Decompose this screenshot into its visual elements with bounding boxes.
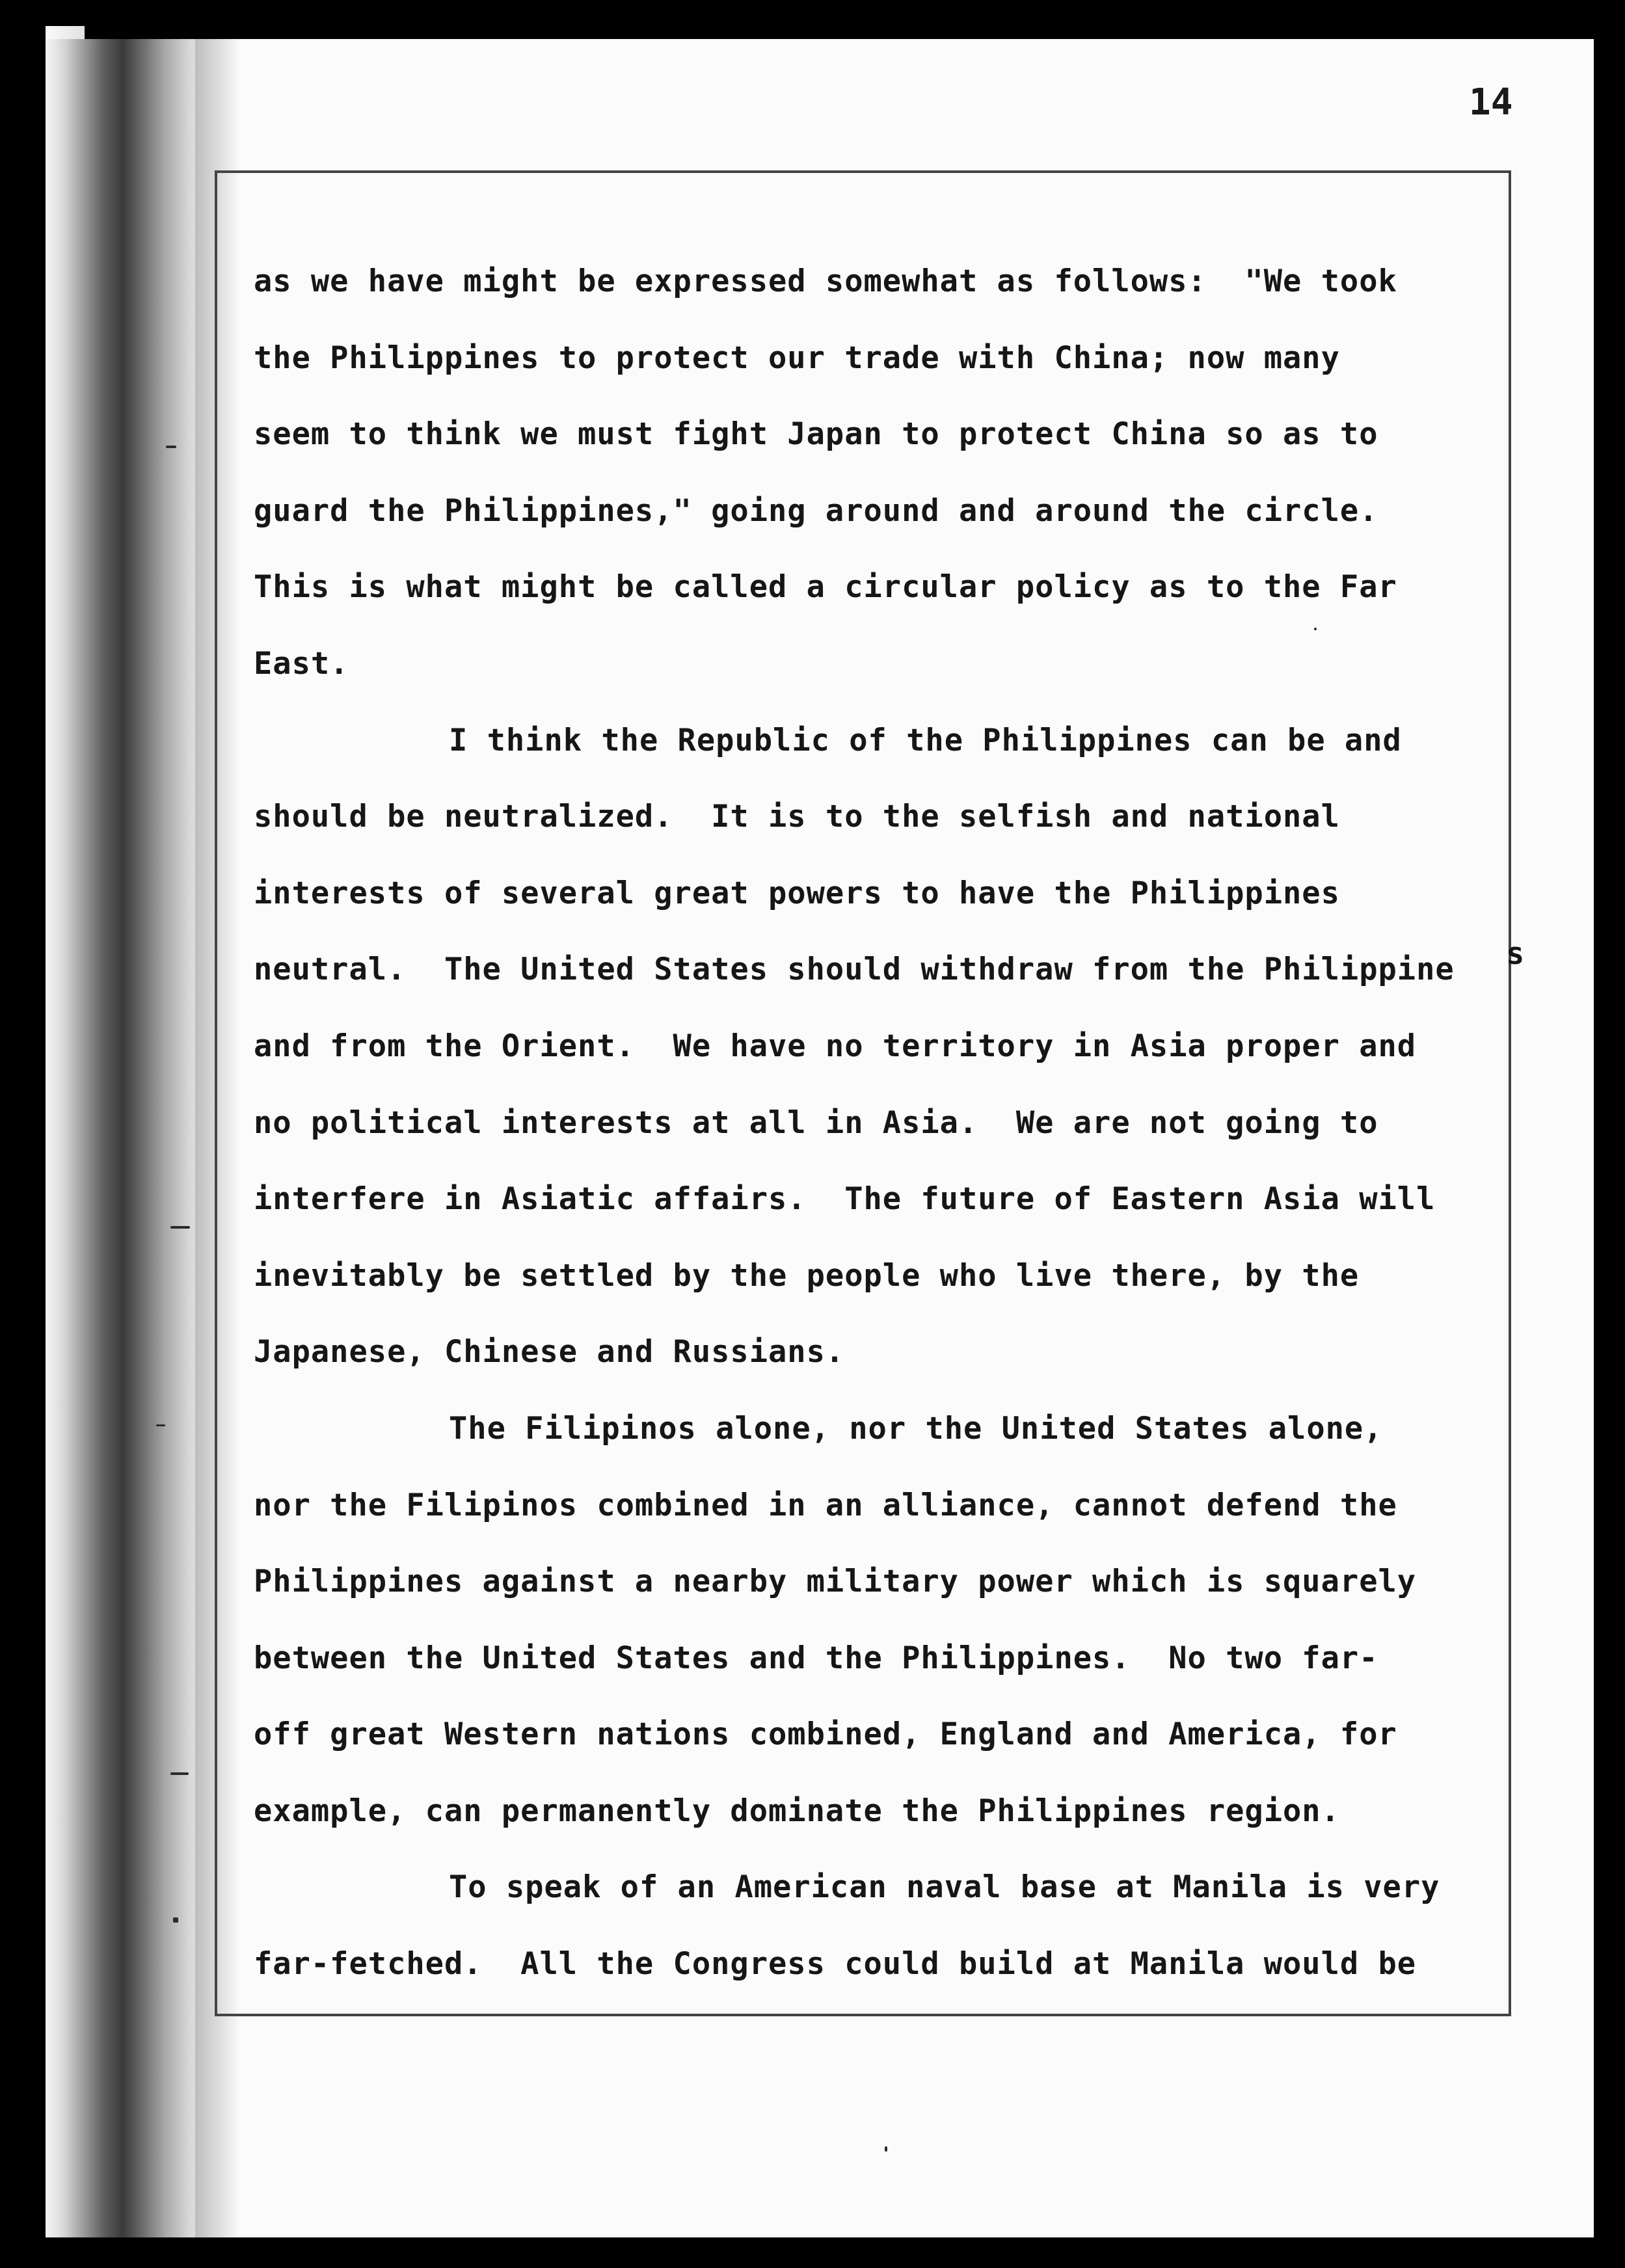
speck [156, 1424, 165, 1426]
text-line: and from the Orient. We have no territory in Asia proper and [254, 1028, 1417, 1064]
speck [173, 1917, 178, 1923]
text-line: no political interests at all in Asia. We are not going to [254, 1104, 1378, 1141]
text-line: interests of several great powers to have the Philippines [254, 875, 1340, 911]
text-line: This is what might be called a circular policy as to the Far [254, 569, 1397, 606]
text-line: should be neutralized. It is to the selfish and national [254, 799, 1340, 835]
text-line: guard the Philippines," going around and around the circle. [254, 492, 1378, 529]
text-line: nor the Filipinos combined in an alliance, cannot defend the [254, 1487, 1397, 1523]
speck [170, 1226, 190, 1229]
text-line: inevitably be settled by the people who live there, by the [254, 1257, 1360, 1294]
speck [885, 2146, 887, 2152]
speck [1314, 628, 1317, 630]
text-line: interfere in Asiatic affairs. The future of Eastern Asia will [254, 1181, 1436, 1218]
text-line: neutral. The United States should withdraw from the Philippine [254, 952, 1455, 988]
text-line: seem to think we must fight Japan to protect China so as to [254, 416, 1378, 453]
text-line: as we have might be expressed somewhat as follows: "We took [254, 263, 1397, 299]
speck [170, 1772, 189, 1775]
paragraph-start-line: To speak of an American naval base at Manila is very [449, 1869, 1440, 1906]
text-line: between the United States and the Philippines. No two far- [254, 1640, 1378, 1676]
paragraph-start-line: I think the Republic of the Philippines can be and [449, 722, 1402, 758]
page-number: 14 [1469, 81, 1513, 124]
typed-body-text [254, 243, 1529, 2003]
margin-overflow-character: s [1506, 936, 1525, 972]
text-line: the Philippines to protect our trade with China; now many [254, 340, 1340, 376]
speck [166, 446, 176, 448]
text-line: far-fetched. All the Congress could build at Manila would be [254, 1946, 1417, 1982]
text-line: Philippines against a nearby military power which is squarely [254, 1564, 1417, 1600]
text-line: example, can permanently dominate the Philippines region. [254, 1793, 1340, 1829]
text-line: off great Western nations combined, England and America, for [254, 1716, 1397, 1753]
paragraph-start-line: The Filipinos alone, nor the United States alone, [449, 1410, 1383, 1447]
text-line: East. [254, 645, 349, 682]
text-line: Japanese, Chinese and Russians. [254, 1334, 845, 1370]
